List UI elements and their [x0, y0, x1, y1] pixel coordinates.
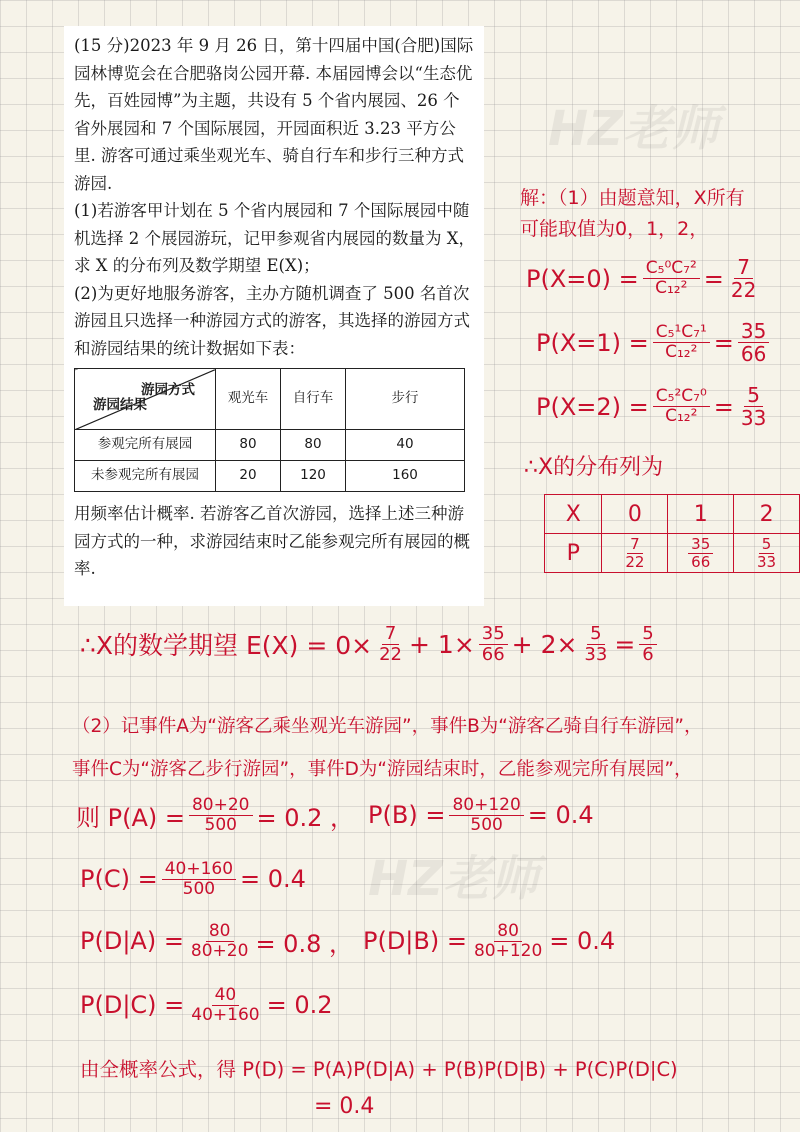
column-header: 步行: [346, 369, 465, 430]
table-row: [75, 461, 465, 492]
table-row: [545, 495, 800, 534]
p-x0-lhs: P(X=0) =: [526, 264, 639, 293]
pdb-prefix: P(D|B) =: [362, 927, 467, 956]
p-x1-result: [738, 320, 769, 365]
distribution-title: ∴X的分布列为: [524, 455, 664, 480]
p-value: [734, 534, 800, 573]
p-x0-equation: [526, 256, 763, 301]
p-x2-equation: [536, 384, 773, 429]
fraction-numerator: 5: [759, 536, 775, 554]
fraction-numerator: 40: [212, 986, 240, 1006]
fraction-denominator: 66: [740, 342, 767, 366]
fraction-numerator: C₅⁰C₇²: [643, 259, 700, 279]
fraction-numerator: 7: [382, 624, 399, 645]
table-cell: 20: [216, 461, 281, 492]
pdc-equation: [80, 986, 333, 1024]
expectation-equation: [80, 624, 661, 665]
table-cell: 160: [346, 461, 465, 492]
pda-fraction: [188, 922, 252, 960]
expectation-fraction: [376, 624, 405, 665]
fraction-denominator: 500: [470, 814, 503, 835]
problem-part1: (1)若游客甲计划在 5 个省内展园和 7 个国际展园中随机选择 2 个展园游玩，记甲参观省内展园的数量为 X，求 X 的分布列及数学期望 E(X)；: [74, 201, 475, 275]
x-value: 2: [734, 495, 800, 534]
pdc-result: = 0.2: [266, 991, 333, 1020]
pdb-fraction: [471, 922, 545, 960]
p-x1-combination: [653, 323, 710, 361]
p-x2-lhs: P(X=2) =: [536, 392, 649, 421]
x-label: X: [545, 495, 602, 534]
fraction-numerator: C₅²C₇⁰: [653, 387, 710, 407]
fraction-denominator: 500: [182, 878, 216, 899]
fraction-denominator: 80+20: [190, 940, 249, 961]
pa-result: = 0.2 ，: [256, 803, 355, 832]
p-x1-equation: [536, 320, 773, 365]
fraction-denominator: 33: [584, 643, 608, 665]
fraction-denominator: C₁₂²: [665, 406, 698, 426]
p-x1-lhs: P(X=1) =: [536, 328, 649, 357]
fraction-denominator: 66: [691, 552, 711, 571]
fraction-numerator: C₅¹C₇¹: [653, 323, 710, 343]
fraction-numerator: 35: [688, 536, 713, 554]
fraction-denominator: 33: [740, 406, 767, 430]
fraction-denominator: 22: [379, 643, 403, 665]
row-label: 参观完所有展园: [75, 430, 216, 461]
fraction-numerator: 7: [627, 536, 643, 554]
pb-result: = 0.4: [527, 801, 594, 830]
table-cell: 120: [281, 461, 346, 492]
equals-sign: =: [713, 328, 734, 357]
pa-fraction: [189, 796, 253, 834]
fraction-denominator: 22: [730, 278, 757, 302]
expectation-result: [639, 624, 656, 665]
pa-pb-equation: [76, 796, 594, 834]
pdb-result: = 0.4: [549, 927, 616, 956]
p-x2-result: [738, 384, 769, 429]
part2-line2: 事件C为“游客乙步行游园”，事件D为“游园结束时，乙能参观完所有展园”，: [72, 759, 693, 780]
pda-prefix: P(D|A) =: [80, 927, 184, 956]
fraction-numerator: 80: [206, 922, 234, 942]
expectation-prefix: ∴X的数学期望 E(X) = 0×: [80, 631, 373, 661]
table-cell: 80: [216, 430, 281, 461]
fraction-numerator: 80: [494, 922, 522, 942]
fraction-numerator: 5: [587, 624, 604, 645]
fraction-numerator: 35: [738, 320, 769, 343]
fraction-numerator: 40+160: [162, 860, 236, 880]
table-row: [545, 534, 800, 573]
distribution-table: [544, 494, 800, 573]
pb-fraction: [449, 796, 523, 834]
fraction-numerator: 5: [744, 384, 763, 407]
row-label: 未参观完所有展园: [75, 461, 216, 492]
equals-sign: =: [713, 392, 734, 421]
expectation-fraction: [479, 624, 508, 665]
p-value: [668, 534, 734, 573]
p-label: P: [545, 534, 602, 573]
watermark-top: HZ老师: [548, 101, 719, 157]
problem-intro: (15 分)2023 年 9 月 26 日，第十四届中国(合肥)国际园林博览会在合肥骆岗公园开幕. 本届园博会以“生态优先，百姓园博”为主题，共设有 5 个省内展园、26 个省外展园和 7 个国际展园，开园面积近 3.23 平方公里. 游客可通过乘坐观光车、骑自行车和步行三种方式游园.: [74, 36, 474, 193]
corner-label-mode: 游园方式: [141, 382, 195, 398]
solution-intro-line2: 可能取值为0，1，2，: [520, 218, 709, 240]
fraction-denominator: 66: [481, 643, 505, 665]
fraction-numerator: 80+20: [189, 796, 253, 816]
distribution-table-wrapper: [544, 494, 800, 573]
corner-label-result: 游园结果: [93, 396, 147, 413]
pc-fraction: [162, 860, 236, 898]
pc-prefix: P(C) =: [80, 865, 158, 894]
fraction-denominator: 40+160: [191, 1004, 260, 1025]
pc-equation: [80, 860, 306, 898]
fraction-denominator: 500: [204, 814, 237, 835]
x-value: 1: [668, 495, 734, 534]
pdc-fraction: [188, 986, 262, 1024]
column-header: 观光车: [216, 369, 281, 430]
table-corner-cell: [75, 369, 216, 430]
problem-closing: 用频率估计概率. 若游客乙首次游园，选择上述三种游园方式的一种，求游园结束时乙能参观完所有展园的概率.: [74, 504, 470, 578]
table-row: [75, 430, 465, 461]
pda-result: = 0.8 ，: [255, 929, 353, 958]
fraction-denominator: C₁₂²: [655, 278, 688, 298]
pda-pdb-equation: [80, 922, 615, 960]
solution-intro-line1: 解：（1）由题意知，X所有: [520, 187, 745, 209]
table-header-row: [75, 369, 465, 430]
fraction-numerator: 80+120: [449, 796, 523, 816]
expectation-operator: + 2×: [511, 629, 578, 659]
fraction-denominator: 6: [642, 643, 654, 665]
fraction-denominator: 22: [625, 552, 645, 571]
pdc-prefix: P(D|C) =: [80, 991, 185, 1020]
statistics-table: [74, 368, 465, 492]
fraction-numerator: 5: [639, 624, 656, 645]
watermark-middle: HZ老师: [368, 851, 539, 907]
pc-result: = 0.4: [240, 865, 306, 894]
problem-part2: (2)为更好地服务游客，主办方随机调查了 500 名首次游园且只选择一种游园方式的游客，其选择的游园方式和游园结果的统计数据如下表：: [74, 283, 470, 358]
fraction-denominator: 80+120: [473, 940, 543, 961]
expectation-operator: + 1×: [409, 629, 475, 659]
part2-line1: （2）记事件A为“游客乙乘坐观光车游园”，事件B为“游客乙骑自行车游园”，: [72, 716, 703, 737]
pb-prefix: P(B) =: [368, 801, 446, 830]
fraction-denominator: C₁₂²: [665, 342, 698, 362]
equals-sign: =: [703, 264, 724, 293]
x-value: 0: [602, 495, 668, 534]
equals-sign: =: [614, 629, 636, 659]
p-x2-combination: [653, 387, 710, 425]
table-cell: 40: [346, 430, 465, 461]
p-x0-result: [728, 256, 759, 301]
problem-statement: [64, 26, 484, 606]
fraction-numerator: 7: [734, 256, 753, 279]
table-cell: 80: [281, 430, 346, 461]
fraction-numerator: 35: [479, 624, 508, 645]
column-header: 自行车: [281, 369, 346, 430]
pa-prefix: 则 P(A) =: [76, 803, 185, 832]
expectation-fraction: [581, 624, 610, 665]
fraction-denominator: 33: [757, 552, 777, 571]
final-result: = 0.4: [314, 1094, 375, 1119]
p-x0-combination: [643, 259, 700, 297]
total-probability-line: 由全概率公式，得 P(D) = P(A)P(D|A) + P(B)P(D|B) + P(C)P(D|C): [80, 1058, 678, 1081]
p-value: [602, 534, 668, 573]
